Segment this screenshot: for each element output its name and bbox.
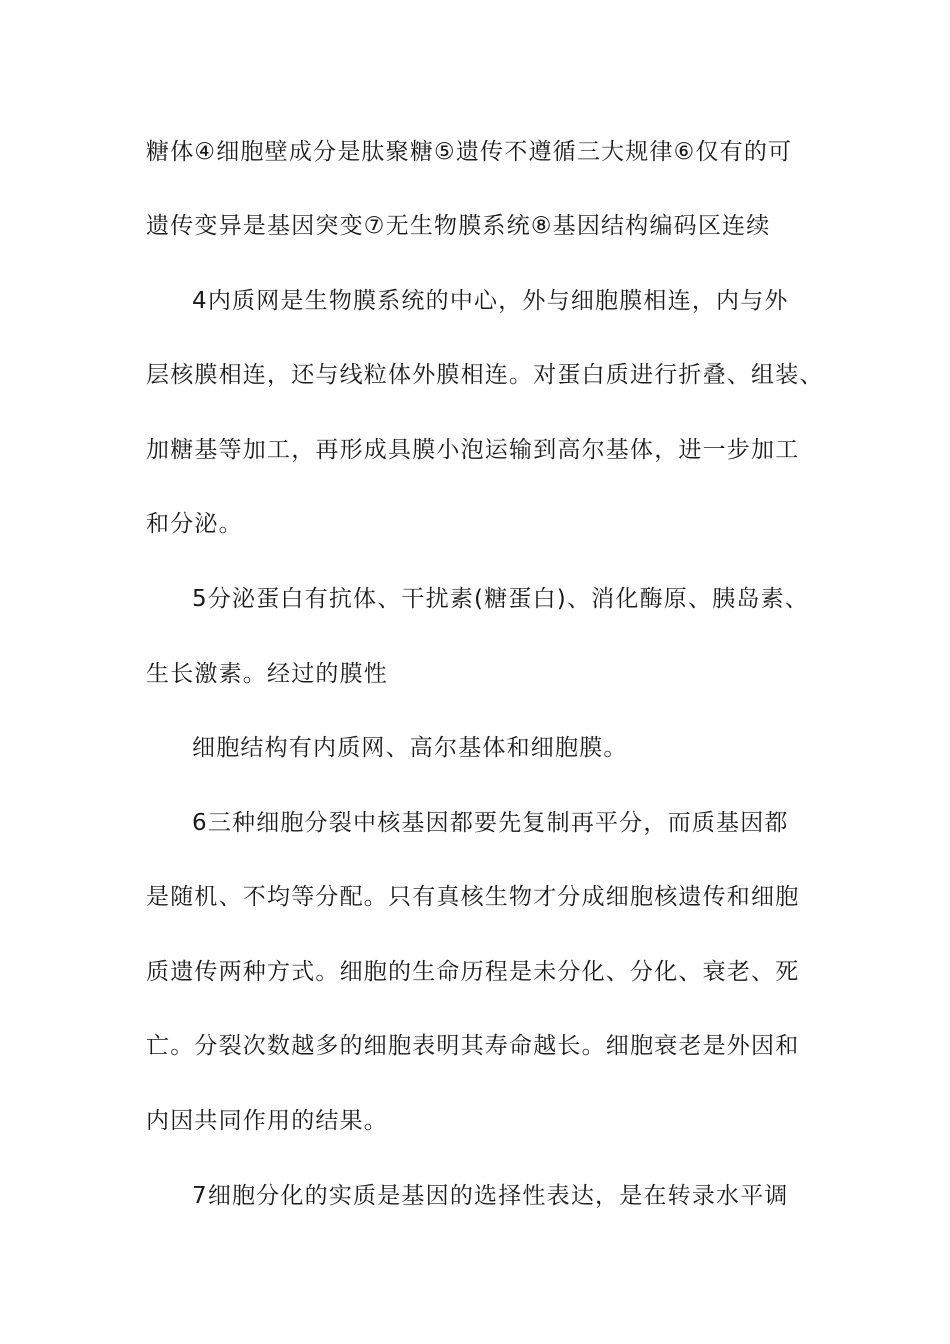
text-line-9: 细胞结构有内质网、高尔基体和细胞膜。: [192, 735, 628, 761]
text-line-4: 层核膜相连，还与线粒体外膜相连。对蛋白质进行折叠、组装、: [146, 362, 824, 388]
text-line-15: 7细胞分化的实质是基因的选择性表达，是在转录水平调: [192, 1183, 789, 1209]
text-line-13: 亡。分裂次数越多的细胞表明其寿命越长。细胞衰老是外因和: [146, 1033, 800, 1059]
text-line-7: 5分泌蛋白有抗体、干扰素(糖蛋白)、消化酶原、胰岛素、: [192, 586, 809, 612]
text-line-2: 遗传变异是基因突变⑦无生物膜系统⑧基因结构编码区连续: [146, 213, 771, 239]
text-line-3: 4内质网是生物膜系统的中心，外与细胞膜相连，内与外: [192, 288, 789, 314]
text-line-11: 是随机、不均等分配。只有真核生物才分成细胞核遗传和细胞: [146, 884, 800, 910]
text-line-6: 和分泌。: [146, 511, 243, 537]
text-line-14: 内因共同作用的结果。: [146, 1108, 388, 1134]
text-line-1: 糖体④细胞壁成分是肽聚糖⑤遗传不遵循三大规律⑥仅有的可: [146, 139, 793, 165]
text-line-5: 加糖基等加工，再形成具膜小泡运输到高尔基体，进一步加工: [146, 437, 800, 463]
text-line-12: 质遗传两种方式。细胞的生命历程是未分化、分化、衰老、死: [146, 959, 800, 985]
text-line-10: 6三种细胞分裂中核基因都要先复制再平分，而质基因都: [192, 810, 789, 836]
text-line-8: 生长激素。经过的膜性: [146, 661, 388, 687]
